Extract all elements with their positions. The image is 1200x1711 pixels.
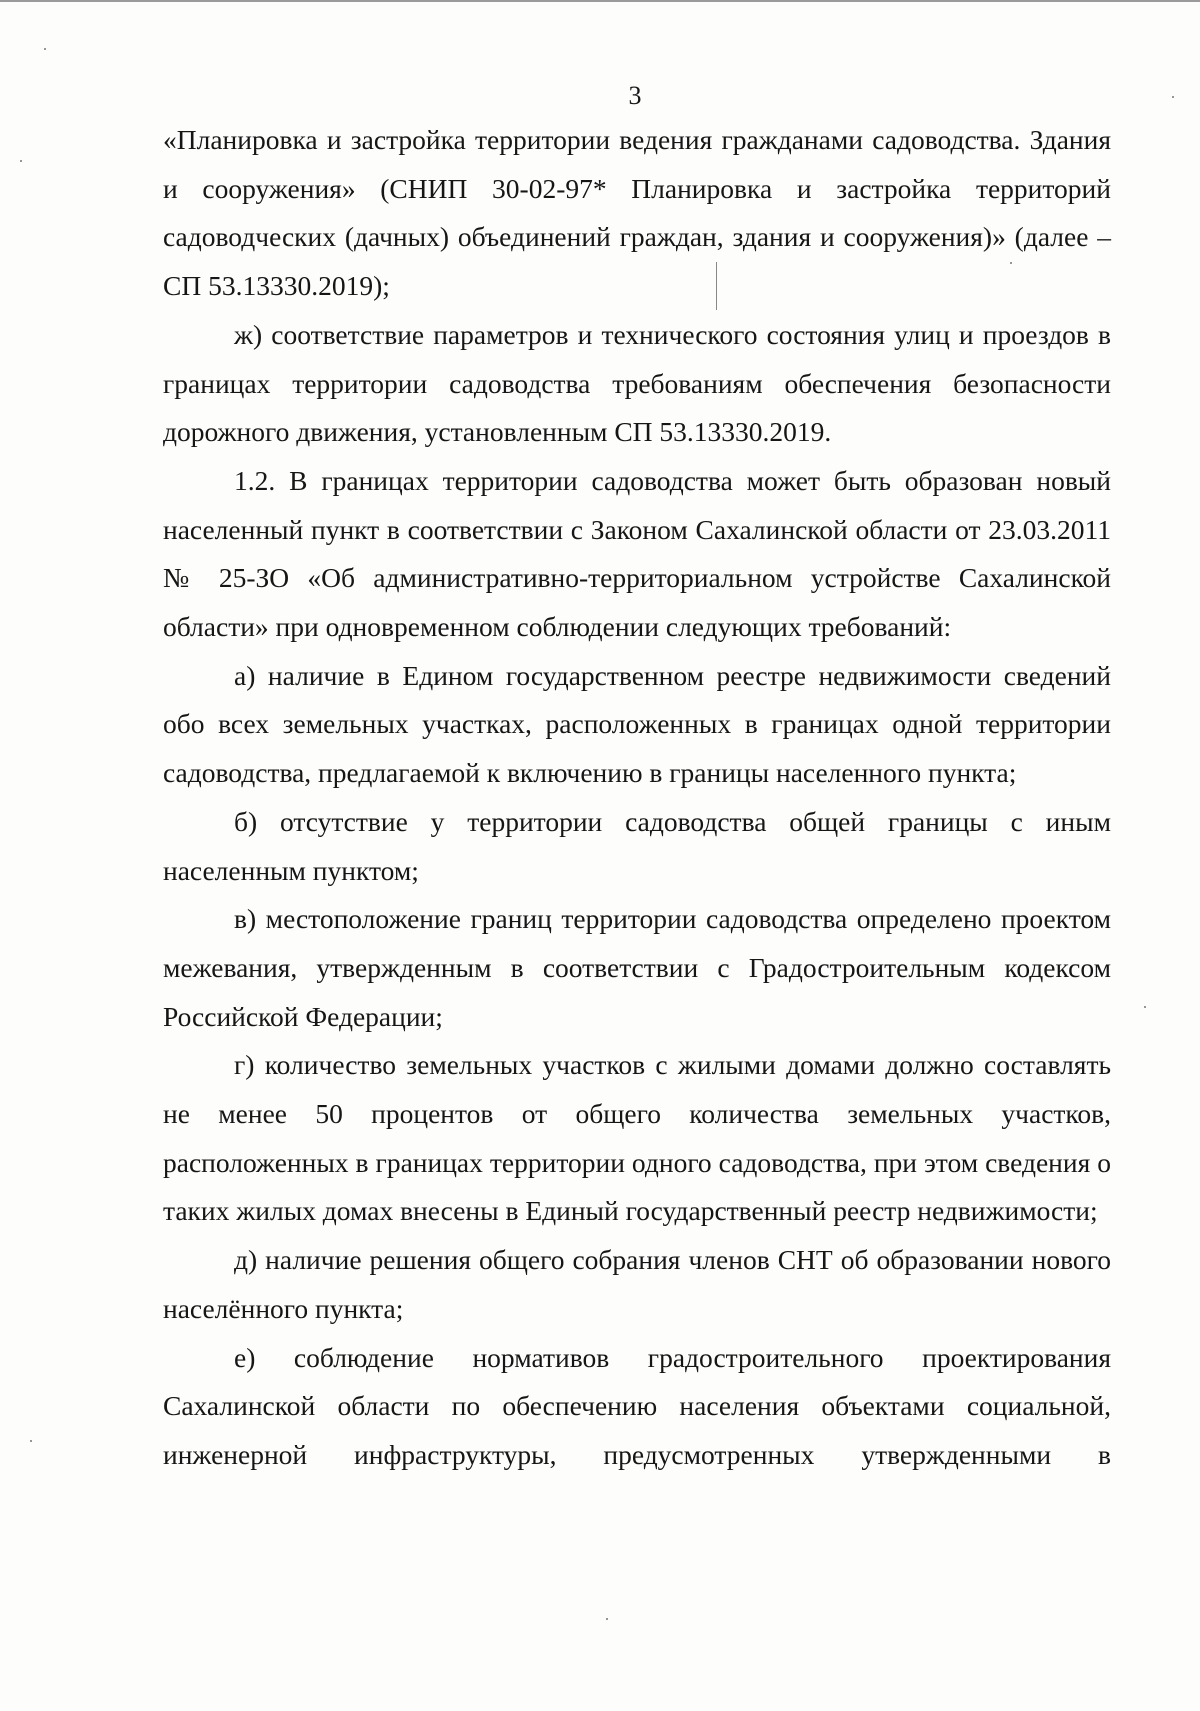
- paragraph-item-e: е) соблюдение нормативов градостроительного проектирования Сахалинской области по обеспечению населения объектами социальной, инженерной инфраструктуры, предусмотренных утвержденными в: [163, 1341, 1111, 1470]
- paragraph-item-a: а) наличие в Едином государственном реестре недвижимости сведений обо всех земельных участках, расположенных в границах одной территории садоводства, предлагаемой к включению в границы населенного пункта;: [163, 659, 1111, 789]
- scan-speck: [20, 160, 22, 162]
- paragraph-item-b: б) отсутствие у территории садоводства общей границы с иным населенным пунктом;: [163, 805, 1111, 886]
- paragraph-section-1-2: 1.2. В границах территории садоводства может быть образован новый населенный пункт в соответствии с Законом Сахалинской области от 23.03.2011 № 25-ЗО «Об административно-территориальном устройстве Сахалинской области» при одновременном соблюдении следующих требований:: [163, 464, 1111, 643]
- document-body: [163, 116, 1111, 1480]
- scan-speck: [44, 48, 46, 50]
- scan-speck: [30, 1440, 32, 1442]
- paragraph-item-zh: ж) соответствие параметров и технического состояния улиц и проездов в границах территории садоводства требованиям обеспечения безопасности дорожного движения, установленным СП 53.13330.2019.: [163, 318, 1111, 448]
- scan-top-edge: [0, 0, 1200, 2]
- scan-speck: [606, 1618, 608, 1620]
- scan-speck: [1144, 1006, 1146, 1008]
- scan-speck: [1010, 262, 1012, 264]
- paragraph-item-g: г) количество земельных участков с жилыми домами должно составлять не менее 50 процентов от общего количества земельных участков, расположенных в границах территории одного садоводства, при этом сведения о таких жилых домах внесены в Единый государственный реестр недвижимости;: [163, 1049, 1111, 1227]
- paragraph-item-d: д) наличие решения общего собрания членов СНТ об образовании нового населённого пункта;: [163, 1244, 1111, 1324]
- paragraph-item-v: в) местоположение границ территории садоводства определено проектом межевания, утвержденным в соответствии с Градостроительным кодексом Российской Федерации;: [163, 903, 1111, 1032]
- scan-artifact-mark: [716, 262, 717, 310]
- page-number: 3: [628, 81, 642, 110]
- scan-speck: [1172, 96, 1174, 98]
- paragraph-continuation-snip: «Планировка и застройка территории ведения гражданами садоводства. Здания и сооружения» (СНИП 30-02-97* Планировка и застройка территорий садоводческих (дачных) объединений граждан, здания и сооружения)» (далее – СП 53.13330.2019);: [163, 124, 1111, 302]
